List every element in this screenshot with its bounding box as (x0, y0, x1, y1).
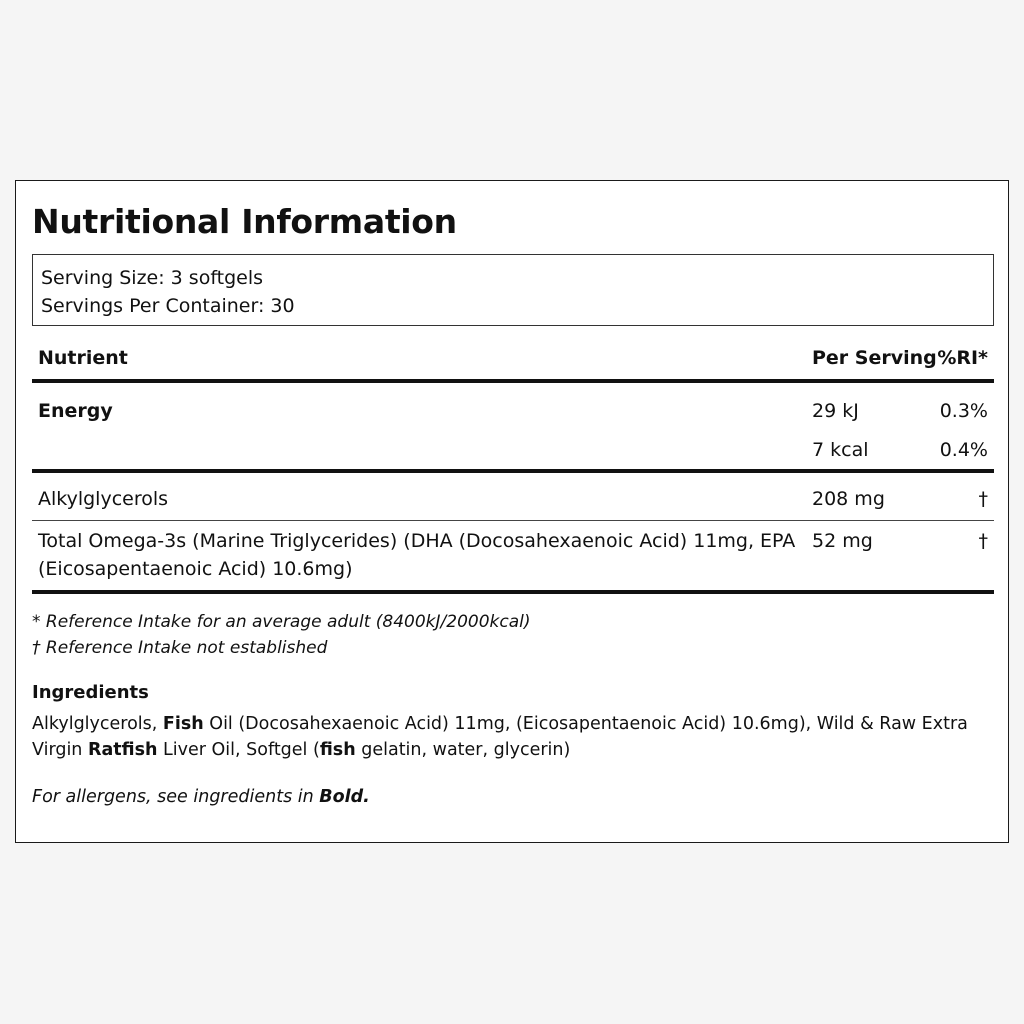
nutrient-ri: † (978, 488, 988, 510)
footnotes (32, 609, 531, 661)
allergen-note-bold: Bold. (319, 787, 370, 807)
allergen-note-text: For allergens, see ingredients in (32, 787, 320, 807)
energy-kcal-value: 7 kcal (812, 439, 869, 461)
table-row (32, 473, 994, 521)
ingredients-part: Liver Oil, Softgel ( (157, 740, 320, 760)
table-row (32, 521, 994, 594)
allergen-fish: Fish (162, 714, 204, 734)
energy-kj-value: 29 kJ (812, 400, 859, 422)
ingredients-part: Alkylglycerols, (32, 714, 163, 734)
energy-kj-ri: 0.3% (939, 400, 988, 422)
servings-per-container: Servings Per Container: 30 (41, 295, 295, 317)
allergen-fish-gelatin: fish (319, 740, 356, 760)
nutrient-ri: † (978, 530, 988, 552)
footnote-not-established: † Reference Intake not established (32, 638, 328, 658)
energy-kcal-ri: 0.4% (939, 439, 988, 461)
allergen-ratfish: Ratfish (87, 740, 158, 760)
ingredients-part: Oil (Docosahexaenoic Acid) 11mg, (Eicosapentaenoic Acid) 10.6mg), Wild & Raw Extra Virgin (32, 714, 968, 760)
nutrition-panel (15, 180, 1009, 843)
header-nutrient: Nutrient (38, 347, 128, 369)
nutrient-per-serving: 52 mg (812, 530, 873, 552)
nutrient-name: Total Omega-3s (Marine Triglycerides) (DHA (Docosahexaenoic Acid) 11mg, EPA (Eicosapentaenoic Acid) 10.6mg) (38, 530, 796, 580)
nutrient-per-serving: 208 mg (812, 488, 885, 510)
ingredients-part: gelatin, water, glycerin) (355, 740, 571, 760)
serving-size: Serving Size: 3 softgels (41, 267, 264, 289)
serving-info-box (32, 254, 994, 326)
header-ri: %RI* (937, 347, 988, 369)
ingredients-text (32, 711, 992, 763)
nutrient-name: Alkylglycerols (38, 488, 169, 510)
nutrition-table (32, 336, 994, 594)
ingredients-heading: Ingredients (32, 682, 149, 703)
table-header-row (32, 336, 994, 383)
footnote-reference-intake: * Reference Intake for an average adult (8400kJ/2000kcal) (32, 612, 531, 632)
page-title: Nutritional Information (32, 202, 457, 241)
allergen-note (32, 784, 370, 810)
table-row-energy (32, 383, 994, 473)
header-per-serving: Per Serving (812, 347, 937, 369)
energy-label: Energy (38, 400, 113, 422)
